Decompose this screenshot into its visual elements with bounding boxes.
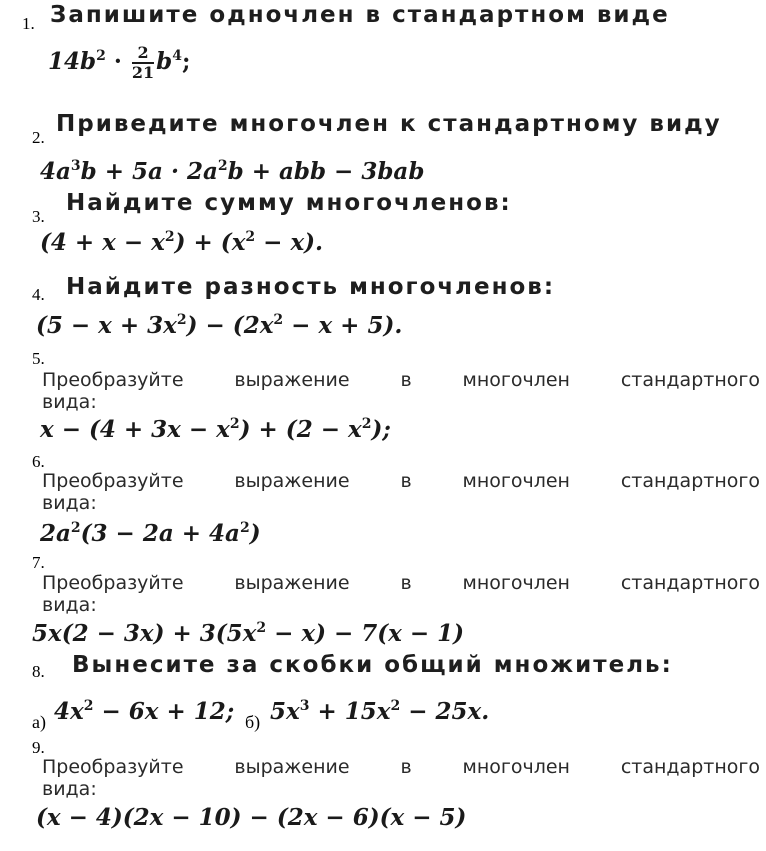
task-heading: Найдите разность многочленов:	[66, 274, 556, 300]
task-instruction: Преобразуйте выражение в многочлен стандартного вида:	[42, 572, 760, 616]
task-number: 8.	[32, 662, 45, 681]
expression-2: $4a^3b + 5a \cdot 2a^2b$ + abb − 3bab	[40, 158, 425, 185]
expression-4: $(5 - x + 3x^2) - (2x^2 - x + 5)$.	[36, 312, 403, 339]
task-number: 6.	[32, 452, 45, 471]
expression-6: $2a^2(3 - 2a + 4a^2)$	[40, 520, 261, 547]
fraction: $\frac{2}{21}$	[131, 43, 155, 82]
task-number: 4.	[32, 285, 45, 304]
task-instruction: Преобразуйте выражение в многочлен стандартного вида:	[42, 470, 760, 514]
expression-8a: $4x^2 - 6x + 12$;	[54, 698, 235, 725]
task-heading: Запишите одночлен в стандартном виде	[50, 2, 670, 28]
expression-8b: $5x^3 + 15x^2 - 25x$.	[270, 698, 490, 725]
task-number: 3.	[32, 207, 45, 226]
expression-3: $(4 + x - x^2) + (x^2 - x)$.	[40, 229, 324, 256]
task-number: 1.	[22, 14, 35, 33]
expression-1: $14b^2$ · $\frac{2}{21}$ $b^4$;	[48, 43, 191, 82]
task-number: 9.	[32, 738, 45, 757]
task-heading: Приведите многочлен к стандартному виду	[56, 111, 722, 137]
expression-7: $5x(2 - 3x) + 3(5x^2 - x) - 7(x - 1)$	[32, 620, 465, 647]
subtask-label-b: б)	[245, 712, 261, 732]
task-heading: Найдите сумму многочленов:	[66, 190, 512, 216]
task-number: 7.	[32, 553, 45, 572]
task-number: 5.	[32, 349, 45, 368]
task-instruction: Преобразуйте выражение в многочлен стандартного вида:	[42, 756, 760, 800]
task-number: 2.	[32, 128, 45, 147]
expression-9: (x − 4)(2x − 10) − (2x − 6)(x − 5)	[36, 804, 467, 831]
subtask-label-a: а)	[32, 712, 46, 732]
expression-5: $x - (4 + 3x - x^2) + (2 - x^2)$;	[40, 416, 391, 443]
task-heading: Вынесите за скобки общий множитель:	[72, 652, 673, 678]
task-instruction: Преобразуйте выражение в многочлен стандартного вида:	[42, 369, 760, 413]
